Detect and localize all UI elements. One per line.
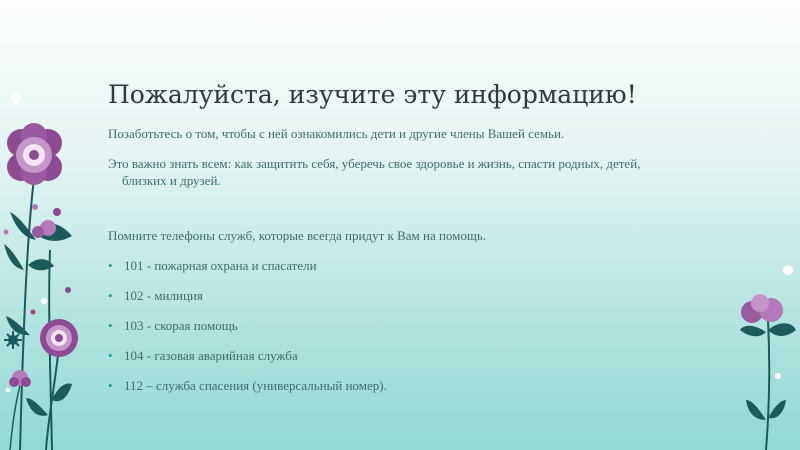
flower-small	[21, 377, 31, 387]
flower-small	[9, 377, 19, 387]
leaf	[6, 316, 30, 335]
flower-spiky	[4, 331, 22, 349]
paragraph-family: Позаботьтесь о том, чтобы с ней ознакомились дети и другие члены Вашей семьи.	[108, 126, 565, 141]
bullet-icon: •	[108, 318, 113, 333]
dot	[31, 310, 36, 315]
white-dot	[775, 373, 781, 379]
leaf	[10, 212, 36, 240]
dot	[53, 208, 61, 216]
flower-right	[741, 294, 783, 323]
phone-entry: 103 - скорая помощь	[124, 318, 238, 333]
white-dot	[41, 298, 47, 304]
paragraph-importance: Это важно знать всем: как защитить себя, уберечь свое здоровье и жизнь, спасти родных, детей, близких и друзей.	[108, 156, 641, 188]
list-item	[108, 257, 668, 274]
bullet-icon: •	[108, 378, 113, 393]
leaf	[26, 398, 48, 416]
dot	[65, 287, 71, 293]
flower-ring	[40, 319, 78, 357]
bullet-icon: •	[108, 258, 113, 273]
flower-large	[7, 123, 62, 185]
leaf	[4, 244, 24, 270]
bullet-icon: •	[108, 288, 113, 303]
phones-intro: Помните телефоны служб, которые всегда придут к Вам на помощь.	[108, 228, 487, 243]
white-dot	[783, 265, 793, 275]
white-dot	[6, 388, 11, 393]
list-item	[108, 287, 668, 304]
white-dot	[10, 92, 22, 104]
dot	[4, 230, 9, 235]
phone-entry: 101 - пожарная охрана и спасатели	[124, 258, 317, 273]
list-item	[108, 347, 668, 364]
phone-entry: 102 - милиция	[124, 288, 203, 303]
leaf	[740, 326, 766, 337]
list-item	[108, 377, 668, 394]
leaf	[52, 384, 72, 402]
phone-entry: 104 - газовая аварийная служба	[124, 348, 298, 363]
phone-entry: 112 – служба спасения (универсальный номер).	[124, 378, 387, 393]
leaf	[768, 400, 786, 418]
left-stem-4	[10, 385, 20, 450]
right-stem	[766, 320, 769, 450]
bullet-icon: •	[108, 348, 113, 363]
list-item	[108, 317, 668, 334]
slide-title: Пожалуйста, изучите эту информацию!	[108, 80, 637, 109]
flower-small	[32, 226, 44, 238]
leaf	[746, 400, 766, 420]
phone-list	[108, 257, 668, 394]
leaf	[768, 323, 796, 336]
slide-body	[108, 125, 668, 407]
dot	[32, 204, 38, 210]
